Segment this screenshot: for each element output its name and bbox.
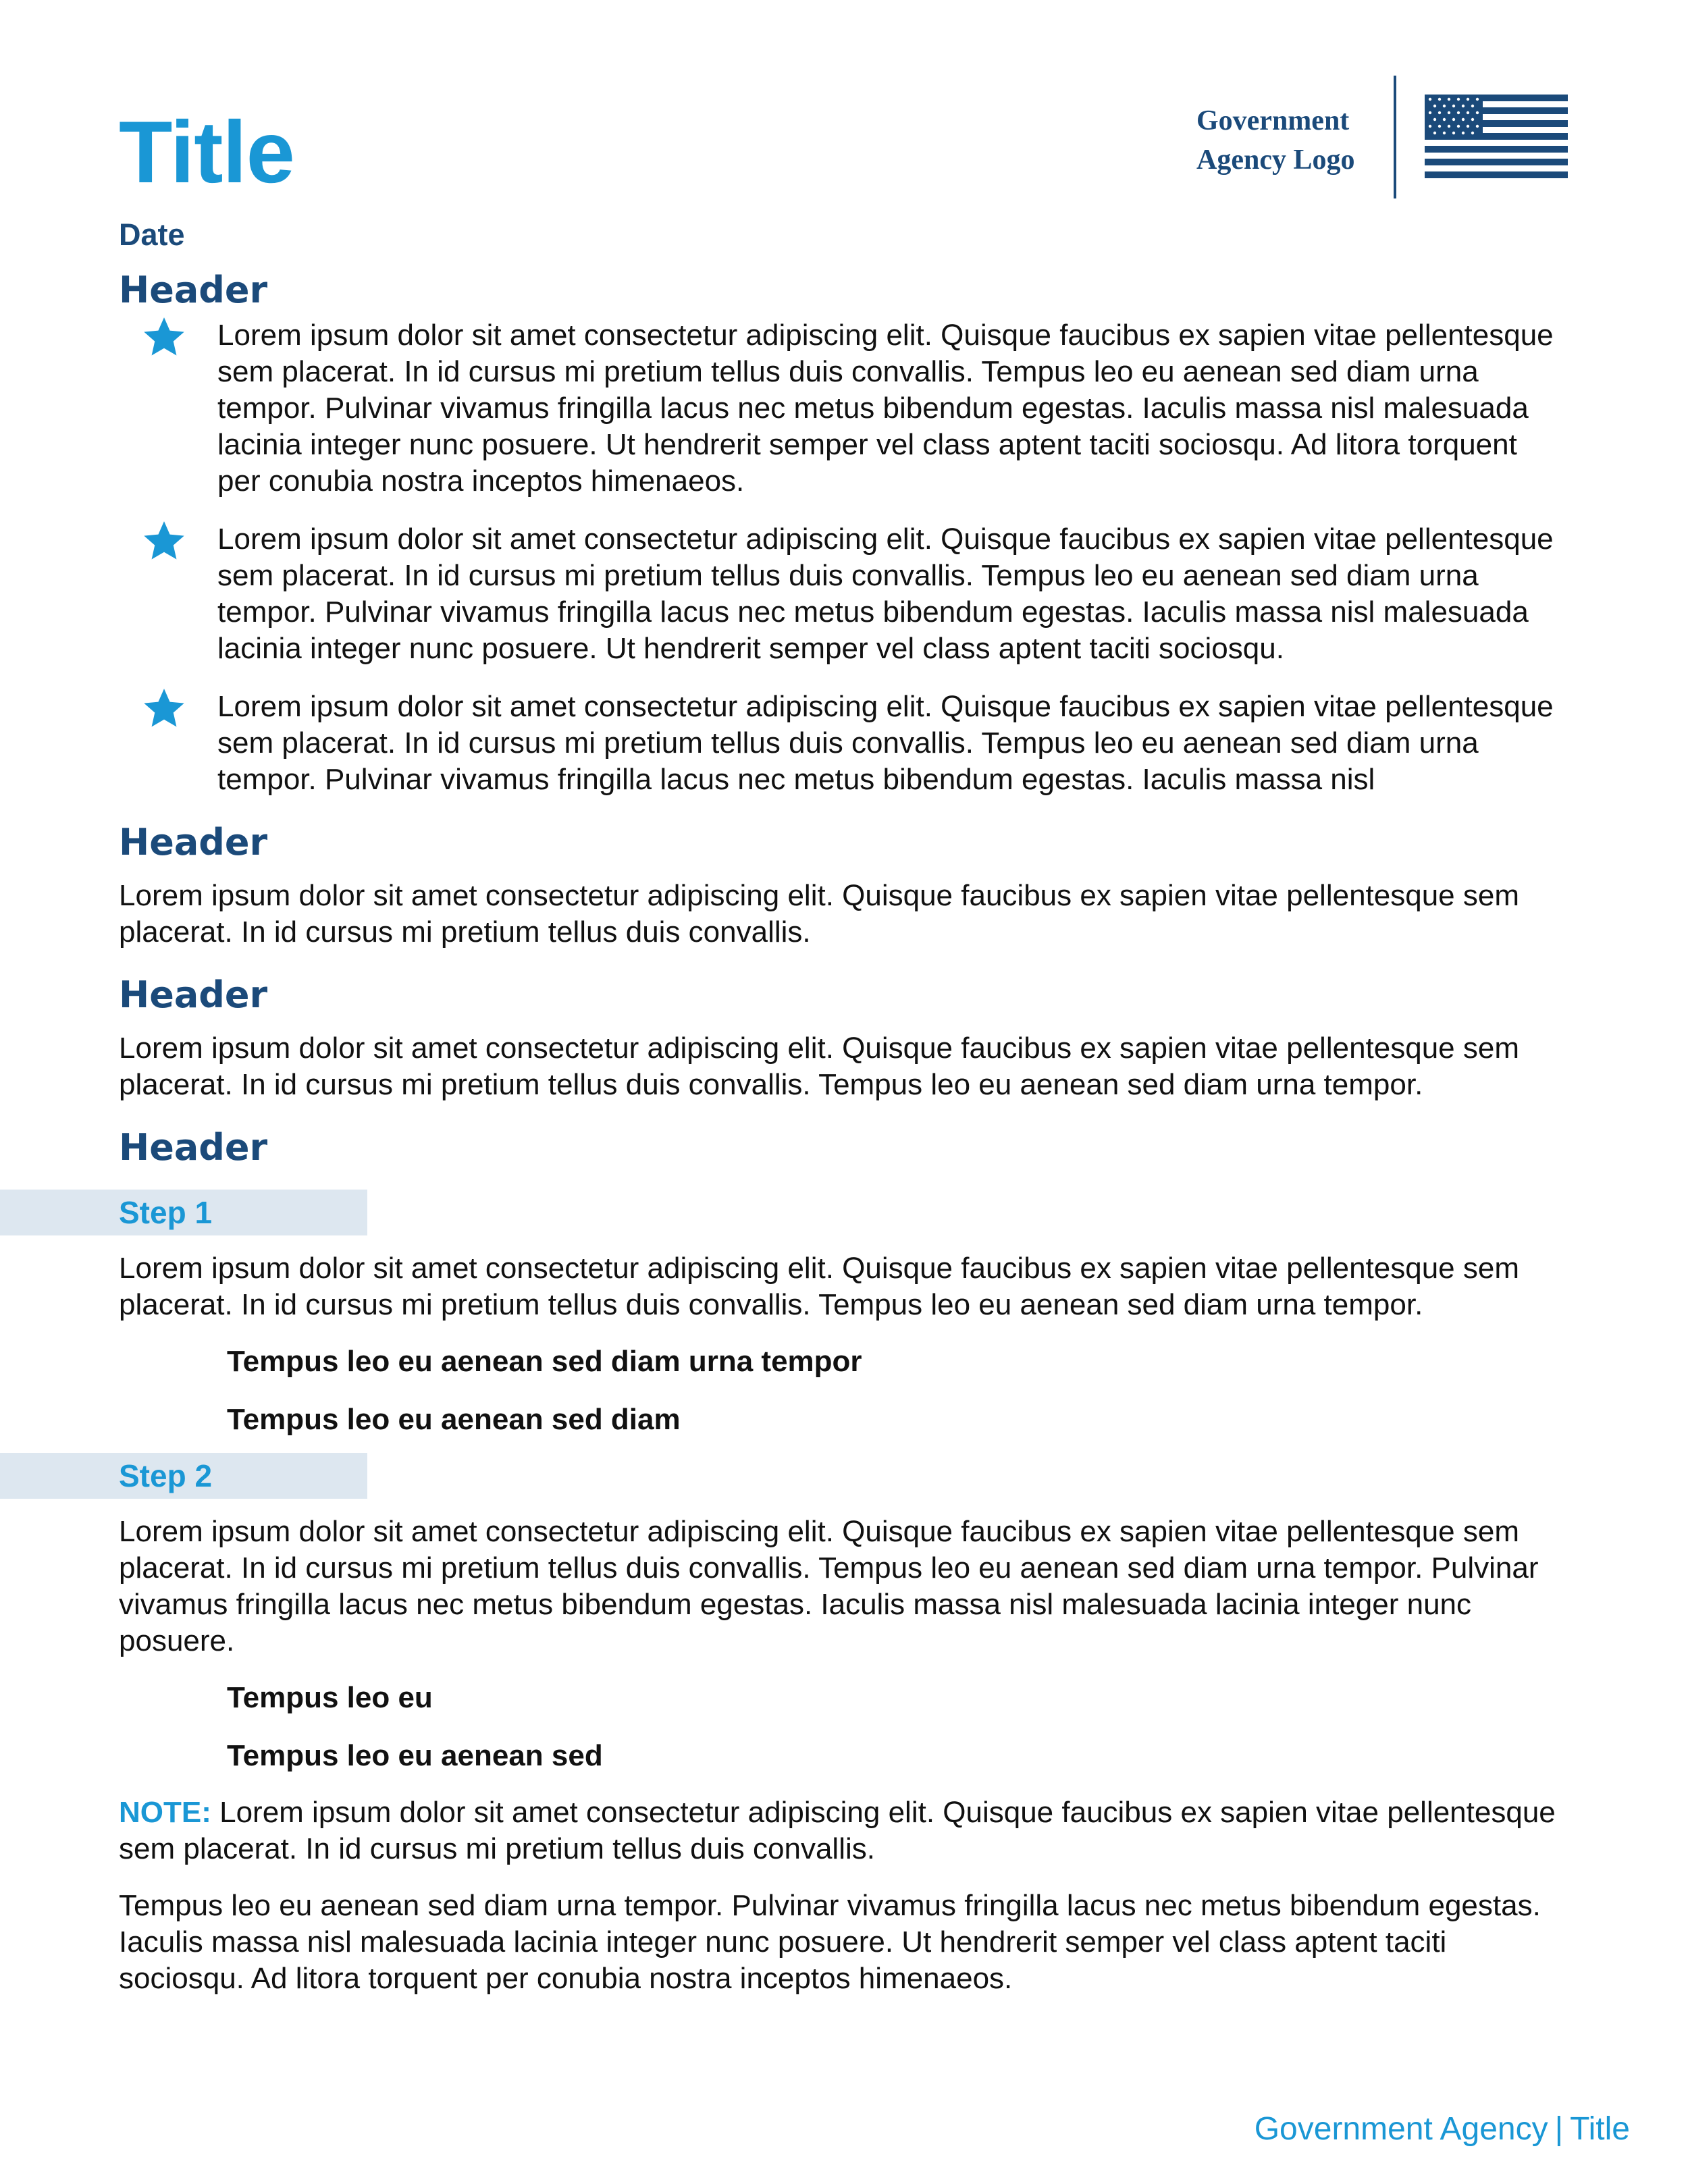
step-sub-item: Tempus leo eu aenean sed diam urna tempor [227,1345,862,1378]
document-content [119,263,1577,1997]
list-item [119,521,1577,667]
section-header: Header [119,1126,268,1169]
bullet-text: Lorem ipsum dolor sit amet consectetur adipiscing elit. Quisque faucibus ex sapien vitae pellentesque sem placerat. In id cursus mi pretium tellus duis convallis. Tempus leo eu aenean sed diam urna tempor. Pulvinar vivamus fringilla lacus nec metus bibendum egestas. Iaculis massa nisl malesuada lacinia integer nunc posuere. Ut hendrerit semper vel class aptent taciti sociosqu. [217,523,1554,665]
section-header: Header [119,821,268,863]
footer-separator: | [1554,2111,1564,2147]
logo-line-2: Agency Logo [1196,144,1355,176]
note-label: NOTE: [119,1796,211,1829]
step-label: Step 1 [119,1190,1577,1235]
bullet-text: Lorem ipsum dolor sit amet consectetur adipiscing elit. Quisque faucibus ex sapien vitae pellentesque sem placerat. In id cursus mi pretium tellus duis convallis. Tempus leo eu aenean sed diam urna tempor. Pulvinar vivamus fringilla lacus nec metus bibendum egestas. Iaculis massa nisl malesuada lacinia integer nunc posuere. Ut hendrerit semper vel class aptent taciti sociosqu. Ad litora torquent per conubia nostra inceptos himenaeos. [217,319,1554,498]
footer-agency: Government Agency [1254,2111,1548,2147]
step-label: Step 2 [119,1453,1577,1499]
footer-title: Title [1570,2111,1630,2147]
section-header: Header [119,269,268,311]
list-item [119,689,1577,798]
section-body: Lorem ipsum dolor sit amet consectetur adipiscing elit. Quisque faucibus ex sapien vitae pellentesque sem placerat. In id cursus mi pretium tellus duis convallis. Tempus leo eu aenean sed diam urna tempor. [119,1032,1519,1101]
logo-line-1: Government [1196,105,1350,136]
step-sub-item: Tempus leo eu aenean sed [227,1739,603,1772]
star-icon [142,686,186,730]
list-item [119,317,1577,500]
star-icon [142,518,186,563]
step-sub-item: Tempus leo eu aenean sed diam [227,1403,681,1436]
closing-paragraph: Tempus leo eu aenean sed diam urna tempor. Pulvinar vivamus fringilla lacus nec metus bibendum egestas. Iaculis massa nisl malesuada lacinia integer nunc posuere. Ut hendrerit semper vel class aptent taciti sociosqu. Ad litora torquent per conubia nostra inceptos himenaeos. [119,1889,1541,1995]
agency-logo-text [1196,101,1355,180]
bullet-text: Lorem ipsum dolor sit amet consectetur adipiscing elit. Quisque faucibus ex sapien vitae pellentesque sem placerat. In id cursus mi pretium tellus duis convallis. Tempus leo eu aenean sed diam urna tempor. Pulvinar vivamus fringilla lacus nec metus bibendum egestas. Iaculis massa nisl [217,690,1554,796]
star-icon [142,315,186,359]
document-title: Title [119,103,294,201]
step-body: Lorem ipsum dolor sit amet consectetur adipiscing elit. Quisque faucibus ex sapien vitae pellentesque sem placerat. In id cursus mi pretium tellus duis convallis. Tempus leo eu aenean sed diam urna tempor. Pulvinar vivamus fringilla lacus nec metus bibendum egestas. Iaculis massa nisl malesuada lacinia integer nunc posuere. [119,1515,1539,1657]
page-footer [1255,2110,1630,2148]
document-date: Date [119,217,185,252]
star-bullet-list [119,317,1577,798]
section-header: Header [119,974,268,1016]
section-body: Lorem ipsum dolor sit amet consectetur adipiscing elit. Quisque faucibus ex sapien vitae pellentesque sem placerat. In id cursus mi pretium tellus duis convallis. [119,879,1519,949]
us-flag-icon [1425,95,1568,180]
step-sub-item: Tempus leo eu [227,1681,433,1714]
note-text: Lorem ipsum dolor sit amet consectetur adipiscing elit. Quisque faucibus ex sapien vitae pellentesque sem placerat. In id cursus mi pretium tellus duis convallis. [119,1796,1556,1865]
step-body: Lorem ipsum dolor sit amet consectetur adipiscing elit. Quisque faucibus ex sapien vitae pellentesque sem placerat. In id cursus mi pretium tellus duis convallis. Tempus leo eu aenean sed diam urna tempor. [119,1252,1519,1321]
note-paragraph [119,1794,1577,1867]
logo-divider [1394,76,1396,198]
